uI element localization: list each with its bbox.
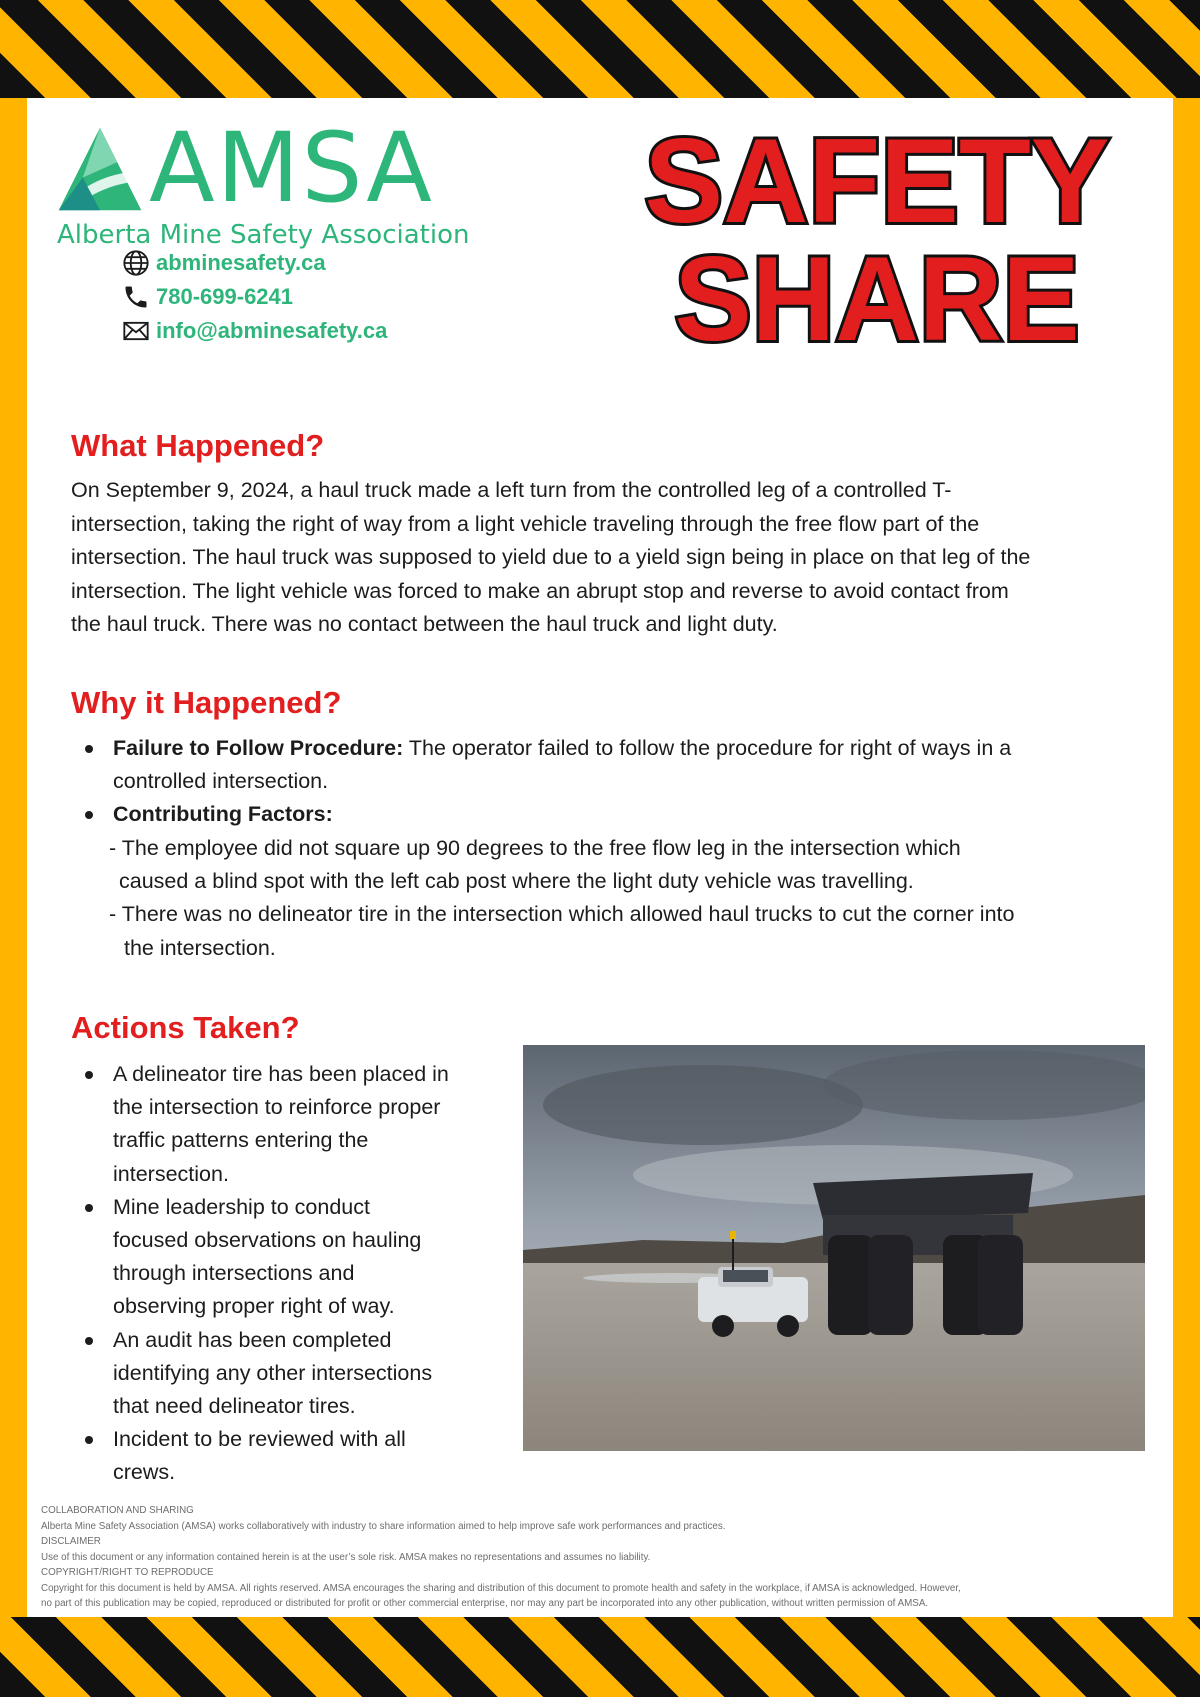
factor-2-line-2: the intersection. xyxy=(124,935,276,960)
what-happened-line: intersection, taking the right of way from a light vehicle traveling through the free flow part of the xyxy=(71,511,980,536)
actions-taken-heading: Actions Taken? xyxy=(71,1010,300,1045)
list-item xyxy=(71,798,1161,831)
banner-line-1: SAFETY xyxy=(644,114,1110,248)
phone-number[interactable]: 780-699-6241 xyxy=(156,284,294,309)
list-item xyxy=(71,732,1161,798)
envelope-icon xyxy=(122,317,150,345)
list-item xyxy=(71,1423,521,1489)
action-line: observing proper right of way. xyxy=(113,1294,395,1319)
disclaimer-text: Use of this document or any information contained herein is at the user’s sole risk. AMSA makes no representations and assumes no liability. xyxy=(41,1551,651,1563)
action-line: Mine leadership to conduct xyxy=(113,1194,370,1219)
legal-footer xyxy=(41,1503,1161,1612)
what-happened-heading: What Happened? xyxy=(71,428,325,463)
factor-1-line-2: caused a blind spot with the left cab post where the light duty vehicle was travelling. xyxy=(119,869,914,894)
contact-website xyxy=(122,246,387,280)
collab-title: COLLABORATION AND SHARING xyxy=(41,1505,194,1516)
action-line: identifying any other intersections xyxy=(113,1360,433,1385)
what-happened-line: intersection. The haul truck was supposed to yield due to a yield sign being in place on that leg of the xyxy=(71,545,1031,569)
action-line: traffic patterns entering the xyxy=(113,1128,369,1153)
factor-2-line-1: - There was no delineator tire in the intersection which allowed haul trucks to cut the corner into xyxy=(109,902,1015,927)
action-line: intersection. xyxy=(113,1161,229,1186)
action-line: A delineator tire has been placed in xyxy=(113,1062,449,1086)
failure-text: The operator failed to follow the procedure for right of ways in a xyxy=(403,736,1012,760)
contact-list xyxy=(122,246,387,348)
amsa-triangle-logo-icon xyxy=(57,126,143,212)
list-item xyxy=(71,1324,521,1424)
action-line: crews. xyxy=(113,1460,176,1485)
document-sheet xyxy=(27,98,1173,1617)
hazard-stripes-bottom xyxy=(0,1617,1200,1697)
haul-truck-photo xyxy=(523,1045,1145,1451)
contact-phone xyxy=(122,280,387,314)
website-link[interactable]: abminesafety.ca xyxy=(156,250,326,275)
factor-1-line-1: - The employee did not square up 90 degrees to the free flow leg in the intersection which xyxy=(109,836,961,860)
logo-full-name: Alberta Mine Safety Association xyxy=(57,220,470,250)
what-happened-line: intersection. The light vehicle was forced to make an abrupt stop and reverse to avoid contact from xyxy=(71,578,1009,603)
disclaimer-title: DISCLAIMER xyxy=(41,1536,101,1547)
actions-list xyxy=(71,1058,521,1490)
globe-icon xyxy=(122,249,150,277)
collab-text: Alberta Mine Safety Association (AMSA) works collaboratively with industry to share information aimed to help improve safe work performances and practices. xyxy=(41,1520,726,1532)
failure-text-continued: controlled intersection. xyxy=(113,769,329,794)
safety-share-banner xyxy=(607,112,1147,352)
email-link[interactable]: info@abminesafety.ca xyxy=(156,318,388,343)
list-item xyxy=(71,1058,521,1191)
contributing-label: Contributing Factors: xyxy=(113,802,333,827)
contributing-factors xyxy=(109,832,1159,965)
phone-icon xyxy=(122,283,150,311)
copyright-title: COPYRIGHT/RIGHT TO REPRODUCE xyxy=(41,1567,214,1578)
action-line: Incident to be reviewed with all xyxy=(113,1427,406,1452)
action-line: that need delineator tires. xyxy=(113,1394,356,1419)
what-happened-line: the haul truck. There was no contact between the haul truck and light duty. xyxy=(71,612,778,636)
action-line: through intersections and xyxy=(113,1261,355,1286)
hazard-stripes-top xyxy=(0,0,1200,98)
action-line: An audit has been completed xyxy=(113,1327,392,1352)
what-happened-body xyxy=(71,474,1151,642)
failure-label: Failure to Follow Procedure: xyxy=(113,736,404,760)
list-item xyxy=(71,1191,521,1324)
contact-email xyxy=(122,314,387,348)
what-happened-line: On September 9, 2024, a haul truck made a left turn from the controlled leg of a controlled T- xyxy=(71,478,952,502)
banner-line-2: SHARE xyxy=(674,232,1080,352)
action-line: focused observations on hauling xyxy=(113,1228,422,1253)
action-line: the intersection to reinforce proper xyxy=(113,1095,441,1120)
why-happened-heading: Why it Happened? xyxy=(71,685,342,720)
copyright-line-2: no part of this publication may be copied, reproduced or distributed for profit or other commercial enterprise, nor may any part be incorporated into any other publication, without written permission of AMSA. xyxy=(41,1598,929,1609)
logo-wordmark: AMSA xyxy=(149,112,434,224)
copyright-line-1: Copyright for this document is held by AMSA. All rights reserved. AMSA encourages the sharing and distribution of this document to promote health and safety in the workplace, if AMSA is acknowledged. However, xyxy=(41,1582,961,1594)
why-happened-list xyxy=(71,732,1161,832)
